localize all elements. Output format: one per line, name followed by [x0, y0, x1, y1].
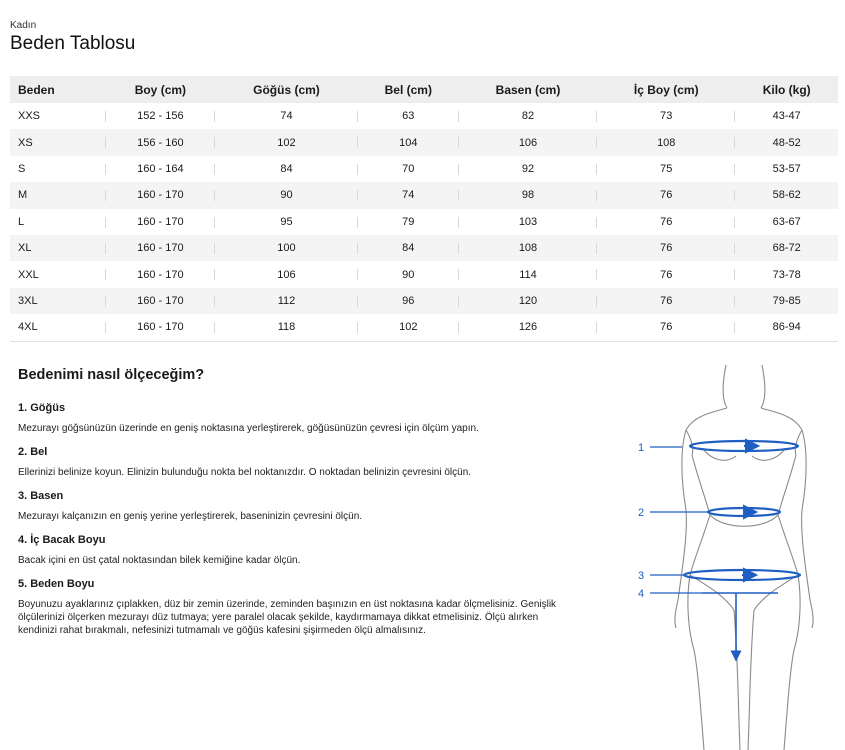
table-cell: M	[10, 182, 106, 208]
table-cell: 95	[215, 209, 357, 235]
table-cell: 92	[459, 156, 597, 182]
table-cell: 48-52	[735, 129, 838, 155]
table-cell: 100	[215, 235, 357, 261]
guide-item-ic-bacak-boyu	[18, 533, 558, 567]
table-cell: 106	[459, 129, 597, 155]
table-cell: 90	[215, 182, 357, 208]
table-row	[10, 209, 838, 235]
table-cell: 160 - 170	[106, 235, 216, 261]
table-cell: XXS	[10, 103, 106, 129]
table-cell: 75	[597, 156, 735, 182]
table-cell: 86-94	[735, 314, 838, 341]
table-cell: 76	[597, 288, 735, 314]
table-cell: 3XL	[10, 288, 106, 314]
table-cell: 84	[358, 235, 459, 261]
table-cell: 98	[459, 182, 597, 208]
table-cell: 53-57	[772, 162, 801, 175]
column-header: Boy (cm)	[106, 76, 216, 103]
guide-item-title: 3. Basen	[18, 490, 64, 502]
table-cell: 76	[597, 261, 735, 287]
table-cell: 102	[358, 314, 459, 341]
measurement-guide	[18, 366, 558, 647]
table-cell: 63-67	[772, 215, 801, 228]
guide-item-text: Mezurayı kalçanızın en geniş yerine yerleştirerek, baseninizin çevresini ölçün.	[18, 511, 363, 522]
column-header: İç Boy (cm)	[597, 76, 735, 103]
table-cell: 76	[597, 235, 735, 261]
figure-label-1: 1	[638, 442, 645, 454]
table-cell: 160 - 170	[106, 314, 216, 341]
table-row	[10, 182, 838, 208]
page-header	[10, 20, 135, 55]
table-cell: 63	[358, 103, 459, 129]
guide-item-gogus	[18, 401, 558, 435]
table-row	[10, 288, 838, 314]
guide-item-text: Boyunuzu ayaklarınız çıplakken, düz bir zemin üzerinde, zeminden başınızın en üst noktasına kadar ölçmelisiniz. Genişlik ölçülerinizi ölçerken mezurayı düz tutmaya; yere paralel olacak şekilde, kaydırmamaya dikkat etmelisiniz. Ölçü alırken kendinizi rahat bırakmalı, nefesinizi tutmamalı ve göğüs kafesini şişirmeden ölçü almalısınız.	[18, 599, 557, 636]
table-cell: 76	[597, 209, 735, 235]
table-cell: 104	[358, 129, 459, 155]
column-header: Kilo (kg)	[735, 76, 838, 103]
page-title: Beden Tablosu	[10, 33, 136, 54]
table-cell: 152 - 156	[106, 103, 216, 129]
table-cell: 103	[459, 209, 597, 235]
table-cell: S	[10, 156, 106, 182]
table-cell: 108	[597, 129, 735, 155]
guide-item-title: 1. Göğüs	[18, 402, 66, 414]
table-cell: 108	[459, 235, 597, 261]
table-row	[10, 129, 838, 155]
guide-title: Bedenimi nasıl ölçeceğim?	[18, 367, 205, 383]
table-cell: 118	[215, 314, 357, 341]
table-cell: 120	[459, 288, 597, 314]
guide-item-title: 2. Bel	[18, 446, 48, 458]
guide-item-bel	[18, 445, 558, 479]
column-header: Basen (cm)	[459, 76, 597, 103]
table-cell: XL	[10, 235, 106, 261]
table-cell: XS	[10, 129, 106, 155]
table-cell: 160 - 170	[106, 261, 216, 287]
table-cell: 74	[358, 182, 459, 208]
table-cell: 106	[215, 261, 357, 287]
table-cell: 68-72	[735, 235, 838, 261]
column-header: Göğüs (cm)	[215, 76, 357, 103]
table-cell: 74	[215, 103, 357, 129]
table-cell: 70	[358, 156, 459, 182]
table-cell: 73-78	[772, 268, 801, 281]
guide-item-beden-boyu	[18, 577, 558, 637]
table-cell: 79-85	[735, 288, 838, 314]
table-cell: 76	[597, 314, 735, 341]
table-header-row	[10, 76, 838, 103]
table-cell: 160 - 170	[106, 288, 216, 314]
guide-item-text: Ellerinizi belinize koyun. Elinizin bulunduğu nokta bel noktanızdır. O noktadan belinizin çevresini ölçün.	[18, 467, 472, 478]
body-outline	[675, 365, 813, 750]
guide-item-text: Mezurayı göğsünüzün üzerinde en geniş noktasına yerleştirerek, göğüsünüzün çevresi için ölçüm yapın.	[18, 423, 479, 434]
table-cell: 160 - 164	[106, 156, 216, 182]
table-cell: 90	[358, 261, 459, 287]
table-cell: 4XL	[10, 314, 106, 341]
table-cell: 114	[459, 261, 597, 287]
table-cell: 160 - 170	[106, 209, 216, 235]
table-cell: 82	[459, 103, 597, 129]
table-cell: 126	[459, 314, 597, 341]
table-cell: 43-47	[772, 110, 801, 123]
table-cell: 156 - 160	[106, 129, 216, 155]
guide-item-title: 5. Beden Boyu	[18, 578, 95, 590]
column-header: Beden	[10, 76, 106, 103]
figure-label-4: 4	[638, 588, 645, 600]
table-row	[10, 103, 838, 129]
table-row	[10, 235, 838, 261]
table-cell: XXL	[10, 261, 106, 287]
column-header: Bel (cm)	[358, 76, 459, 103]
figure-label-2: 2	[638, 507, 645, 519]
table-cell: 73	[597, 103, 735, 129]
table-cell: 102	[215, 129, 357, 155]
figure-label-3: 3	[638, 570, 645, 582]
table-row	[10, 314, 838, 341]
measurement-guides	[650, 441, 800, 660]
table-cell: 160 - 170	[106, 182, 216, 208]
size-table	[10, 76, 838, 342]
table-row	[10, 261, 838, 287]
guide-item-basen	[18, 489, 558, 523]
table-cell: 76	[597, 182, 735, 208]
table-cell: 84	[215, 156, 357, 182]
table-cell: 96	[358, 288, 459, 314]
table-row	[10, 156, 838, 182]
table-cell: L	[10, 209, 106, 235]
table-cell: 79	[358, 209, 459, 235]
guide-item-title: 4. İç Bacak Boyu	[18, 534, 106, 546]
guide-item-text: Bacak içini en üst çatal noktasından bilek kemiğine kadar ölçün.	[18, 555, 301, 566]
category-label: Kadın	[10, 20, 37, 31]
table-cell: 112	[215, 288, 357, 314]
body-measurement-figure	[626, 360, 841, 750]
table-cell: 58-62	[735, 182, 838, 208]
